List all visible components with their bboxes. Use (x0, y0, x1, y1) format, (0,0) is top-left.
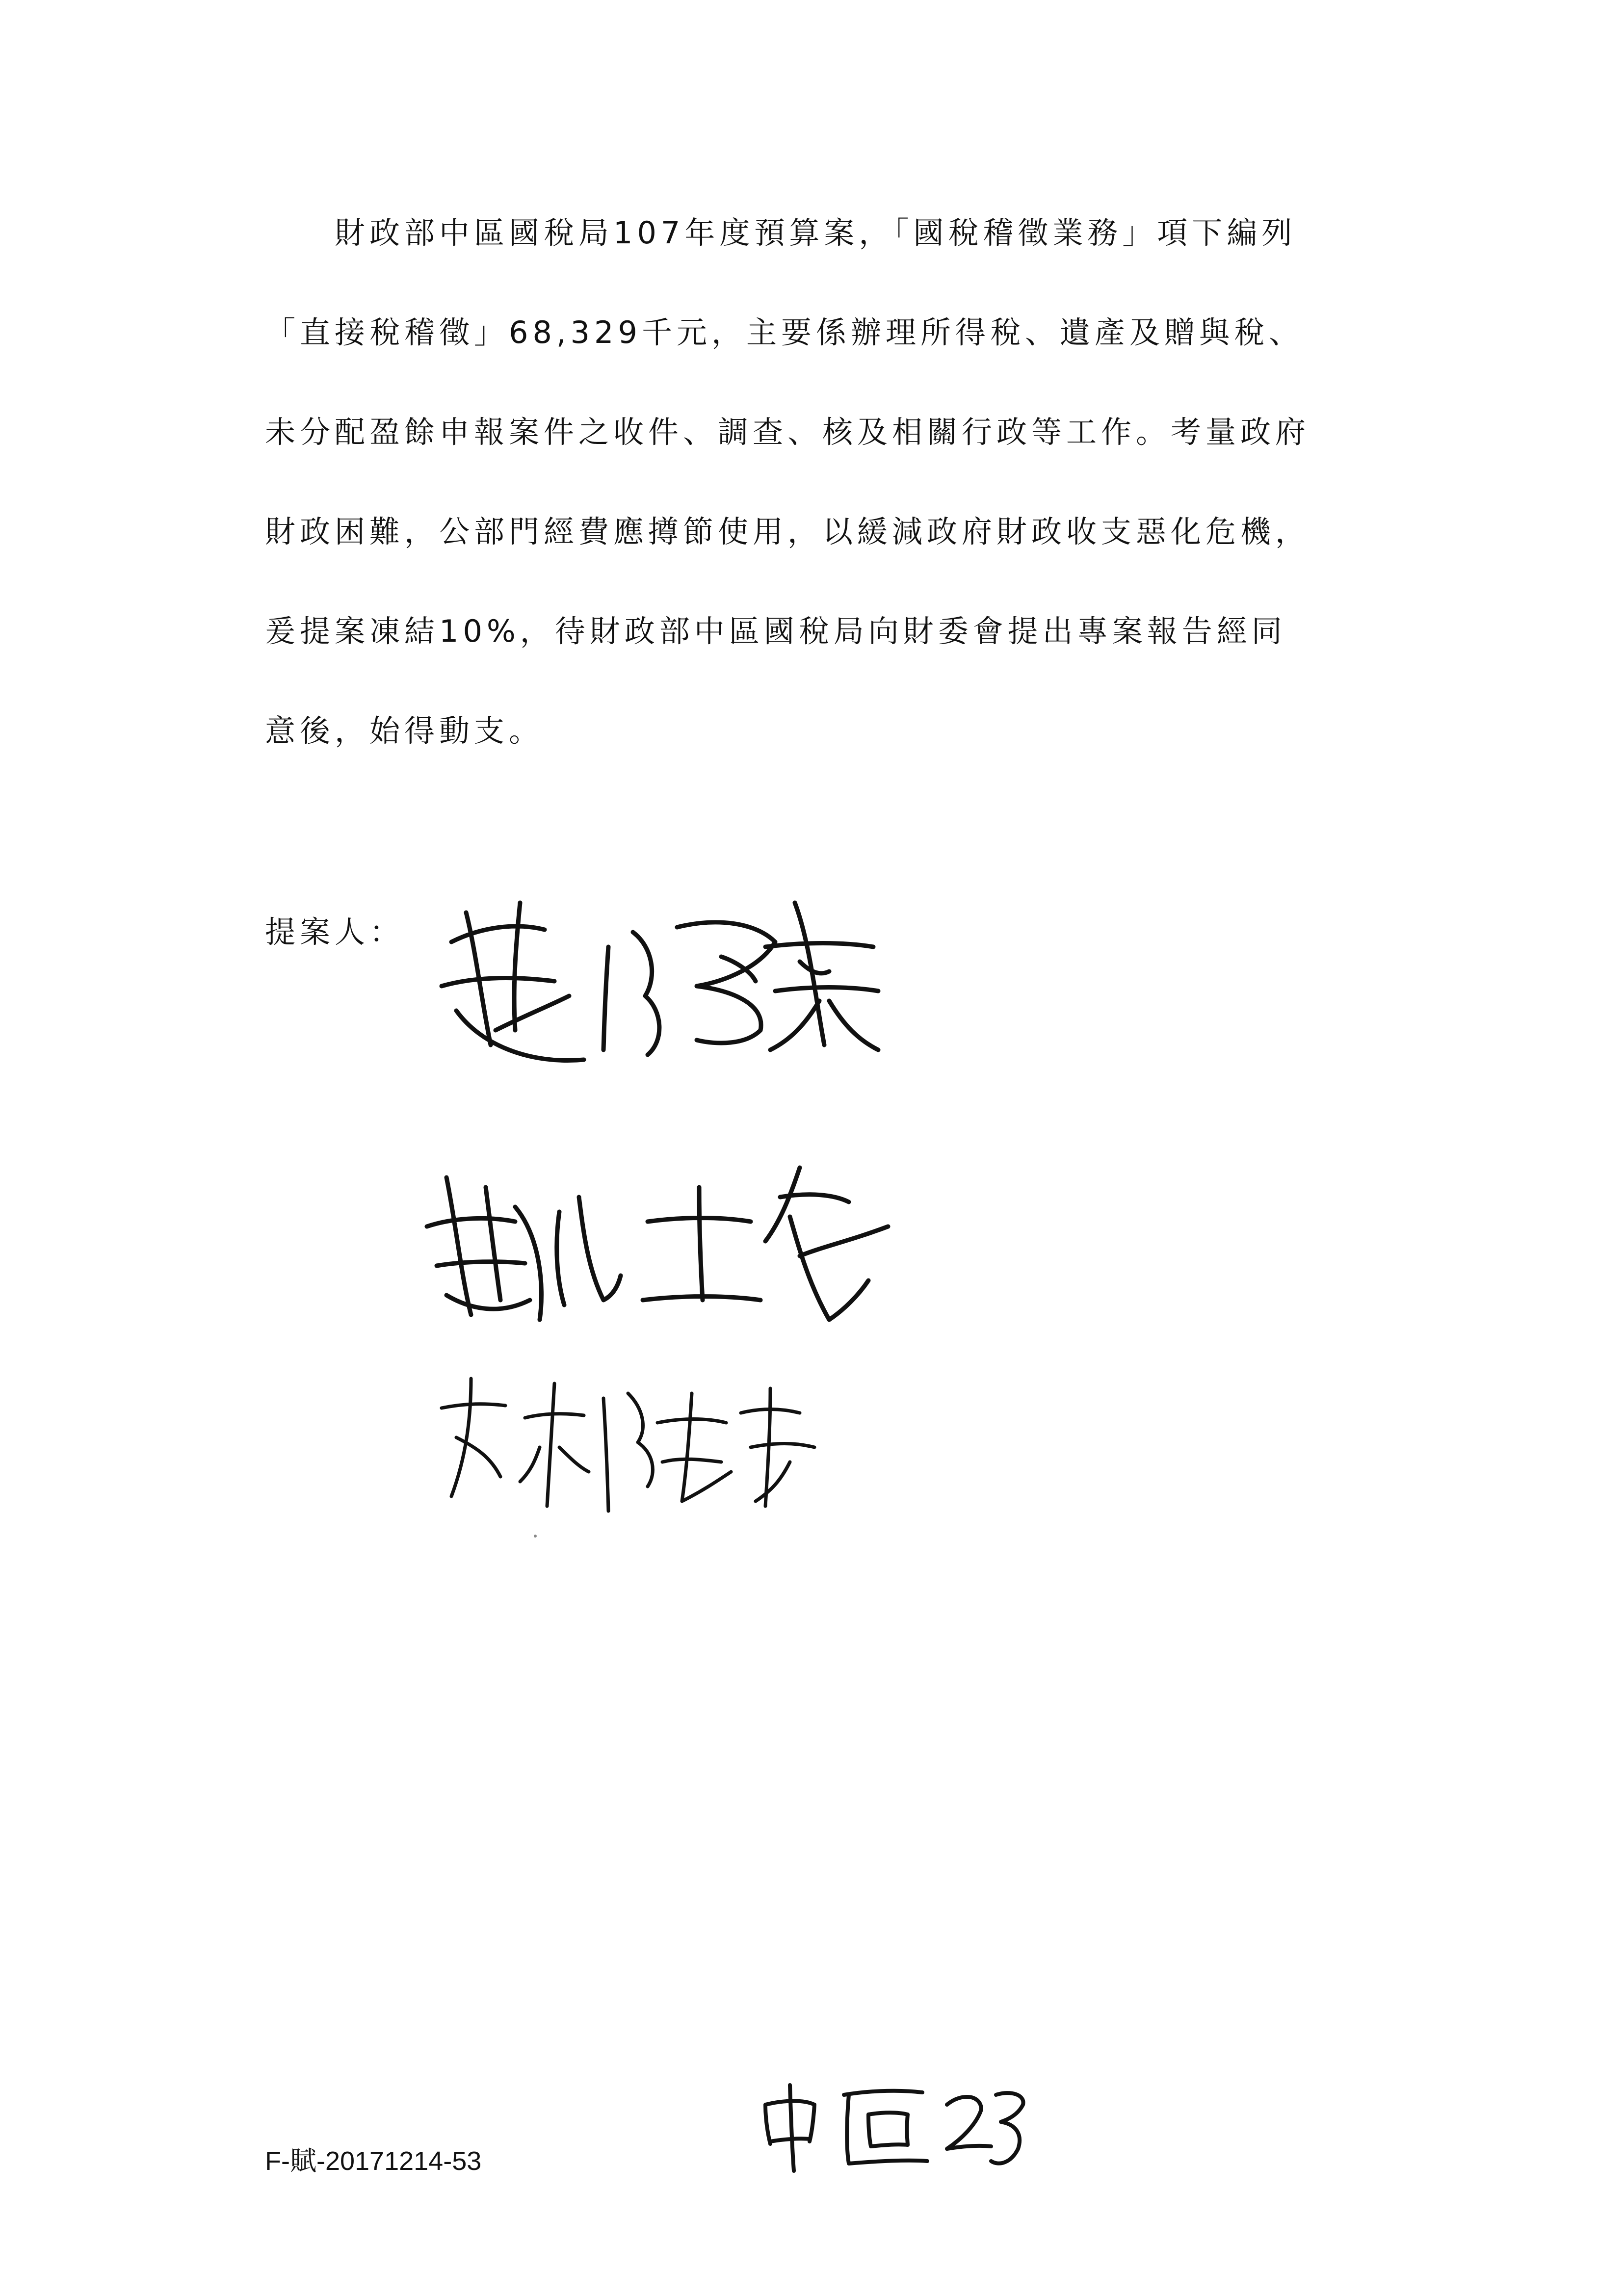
handwritten-annotation (751, 2075, 1025, 2173)
body-line-6: 意後，始得動支。 (265, 713, 544, 749)
body-line-1: 財政部中區國稅局107年度預算案，「國稅稽徵業務」項下編列 (265, 215, 1297, 251)
signature-1 (422, 883, 888, 1089)
proposer-label: 提案人： (265, 914, 405, 950)
body-line-2: 「直接稅稽徵」68,329千元，主要係辦理所得稅、遺產及贈與稅、 (265, 314, 1304, 350)
body-line-4: 財政困難，公部門經費應撙節使用，以緩減政府財政收支惡化危機， (265, 514, 1310, 549)
body-line-3: 未分配盈餘申報案件之收件、調查、核及相關行政等工作。考量政府 (265, 414, 1310, 450)
document-code: F-賦-20171214-53 (265, 2146, 482, 2176)
scan-speck (534, 1535, 537, 1538)
body-line-5: 爰提案凍結10%，待財政部中區國稅局向財委會提出專案報告經同 (265, 613, 1286, 649)
signature-2 (417, 1138, 898, 1349)
signature-3 (427, 1364, 829, 1526)
